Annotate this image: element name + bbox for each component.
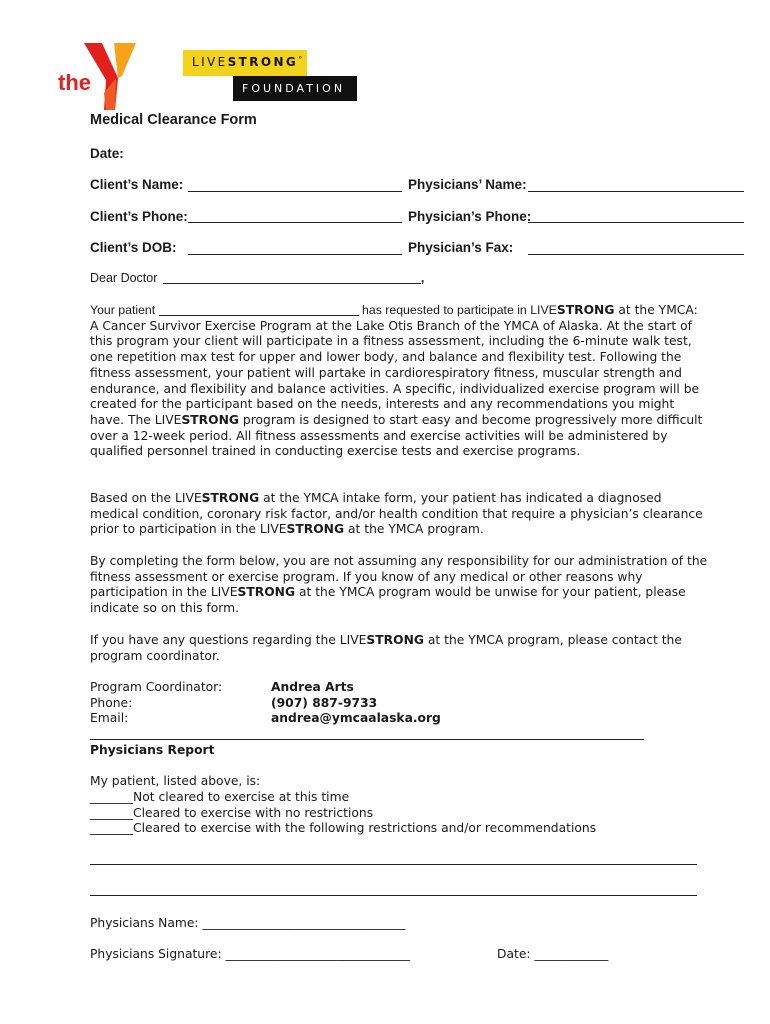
report-date-row <box>497 947 608 961</box>
physician-phone-field[interactable] <box>528 222 744 223</box>
physician-signature-field[interactable]: ______________________________ <box>225 947 410 961</box>
coordinator-phone: (907) 887-9733 <box>271 695 378 710</box>
paragraph-responsibility: By completing the form below, you are not assuming any responsibility for our administration of the fitness assessment or exercise program. If you know of any medical or other reasons why participation in the LIVESTRONG at the YMCA program would be unwise for your patient, please indicate so on this form. <box>90 554 708 616</box>
coordinator-label: Program Coordinator: <box>90 680 223 694</box>
physician-fax-label: Physician’s Fax: <box>408 240 514 255</box>
dear-doctor: Dear Doctor , <box>90 271 425 285</box>
physician-phone-label: Physician’s Phone: <box>408 209 532 224</box>
physician-name-sig-label: Physicians Name: <box>90 916 203 930</box>
physicians-report-title: Physicians Report <box>90 743 215 757</box>
date-label: Date: <box>90 146 124 161</box>
physician-name-label: Physicians’ Name: <box>408 177 527 192</box>
contact-values <box>271 680 441 727</box>
physician-fax-field[interactable] <box>528 254 744 255</box>
physician-signature-row <box>90 947 410 961</box>
doctor-name-field[interactable] <box>163 283 421 284</box>
report-intro: My patient, listed above, is: <box>90 774 261 788</box>
email-label: Email: <box>90 711 129 726</box>
ymca-logo <box>56 38 156 113</box>
physician-name-row <box>90 916 405 930</box>
ymca-logo-text: the <box>58 70 91 95</box>
client-dob-label: Client’s DOB: <box>90 240 177 255</box>
coordinator-name: Andrea Arts <box>271 680 354 694</box>
ymca-y-right <box>114 43 136 78</box>
foundation-logo: FOUNDATION <box>233 76 357 101</box>
report-options <box>90 774 596 837</box>
report-date-field[interactable]: ____________ <box>534 947 609 961</box>
client-phone-label: Client’s Phone: <box>90 209 188 224</box>
client-dob-field[interactable] <box>188 254 402 255</box>
coordinator-email[interactable]: andrea@ymcaalaska.org <box>271 711 441 726</box>
restrictions-line-2[interactable] <box>90 895 697 896</box>
option-cleared-no-restrictions[interactable]: _______Cleared to exercise with no restrictions <box>90 805 374 820</box>
paragraph-questions: If you have any questions regarding the LIVESTRONG at the YMCA program, please contact the program coordinator. <box>90 633 682 663</box>
physician-signature-label: Physicians Signature: <box>90 947 226 961</box>
patient-name-field[interactable] <box>159 315 359 316</box>
restrictions-line-1[interactable] <box>90 864 697 865</box>
report-date-label: Date: <box>497 947 535 961</box>
physician-name-sig-field[interactable]: _________________________________ <box>202 916 406 930</box>
paragraph-intro: Your patient has requested to participate in LIVESTRONG at the YMCA: A Cancer Survivor Exercise Program at the Lake Otis Branch of the YMCA of Alaska. At the start of this program your client will participate in a fitness assessment, including the 6-minute walk test, one repetition max test for upper and lower body, and balance and flexibility test. Following the fitness assessment, your patient will partake in cardiorespiratory fitness, muscular strength and endurance, and flexibility and balance activities. A specific, individualized exercise program will be created for the participant based on the needs, interests and any recommendations you might have. The LIVESTRONG program is designed to start easy and become progressively more difficult over a 12-week period. All fitness assessments and exercise activities will be administered by qualified personnel trained in conducting exercise tests and exercise programs. <box>90 303 703 459</box>
physician-name-field[interactable] <box>528 191 744 192</box>
client-name-field[interactable] <box>188 191 402 192</box>
contact-labels <box>90 680 222 727</box>
phone-label: Phone: <box>90 695 133 710</box>
paragraph-intake: Based on the LIVESTRONG at the YMCA intake form, your patient has indicated a diagnosed medical condition, coronary risk factor, and/or health condition that require a physician’s clearance prior to participation in the LIVESTRONG at the YMCA program. <box>90 491 703 537</box>
section-divider <box>90 739 644 740</box>
client-name-label: Client’s Name: <box>90 177 184 192</box>
option-cleared-with-restrictions[interactable]: _______Cleared to exercise with the following restrictions and/or recommendations <box>90 821 597 836</box>
livestrong-logo: LIVESTRONG° <box>183 50 307 76</box>
option-not-cleared[interactable]: _______Not cleared to exercise at this time <box>90 789 350 804</box>
client-phone-field[interactable] <box>188 222 402 223</box>
form-title: Medical Clearance Form <box>90 112 257 128</box>
